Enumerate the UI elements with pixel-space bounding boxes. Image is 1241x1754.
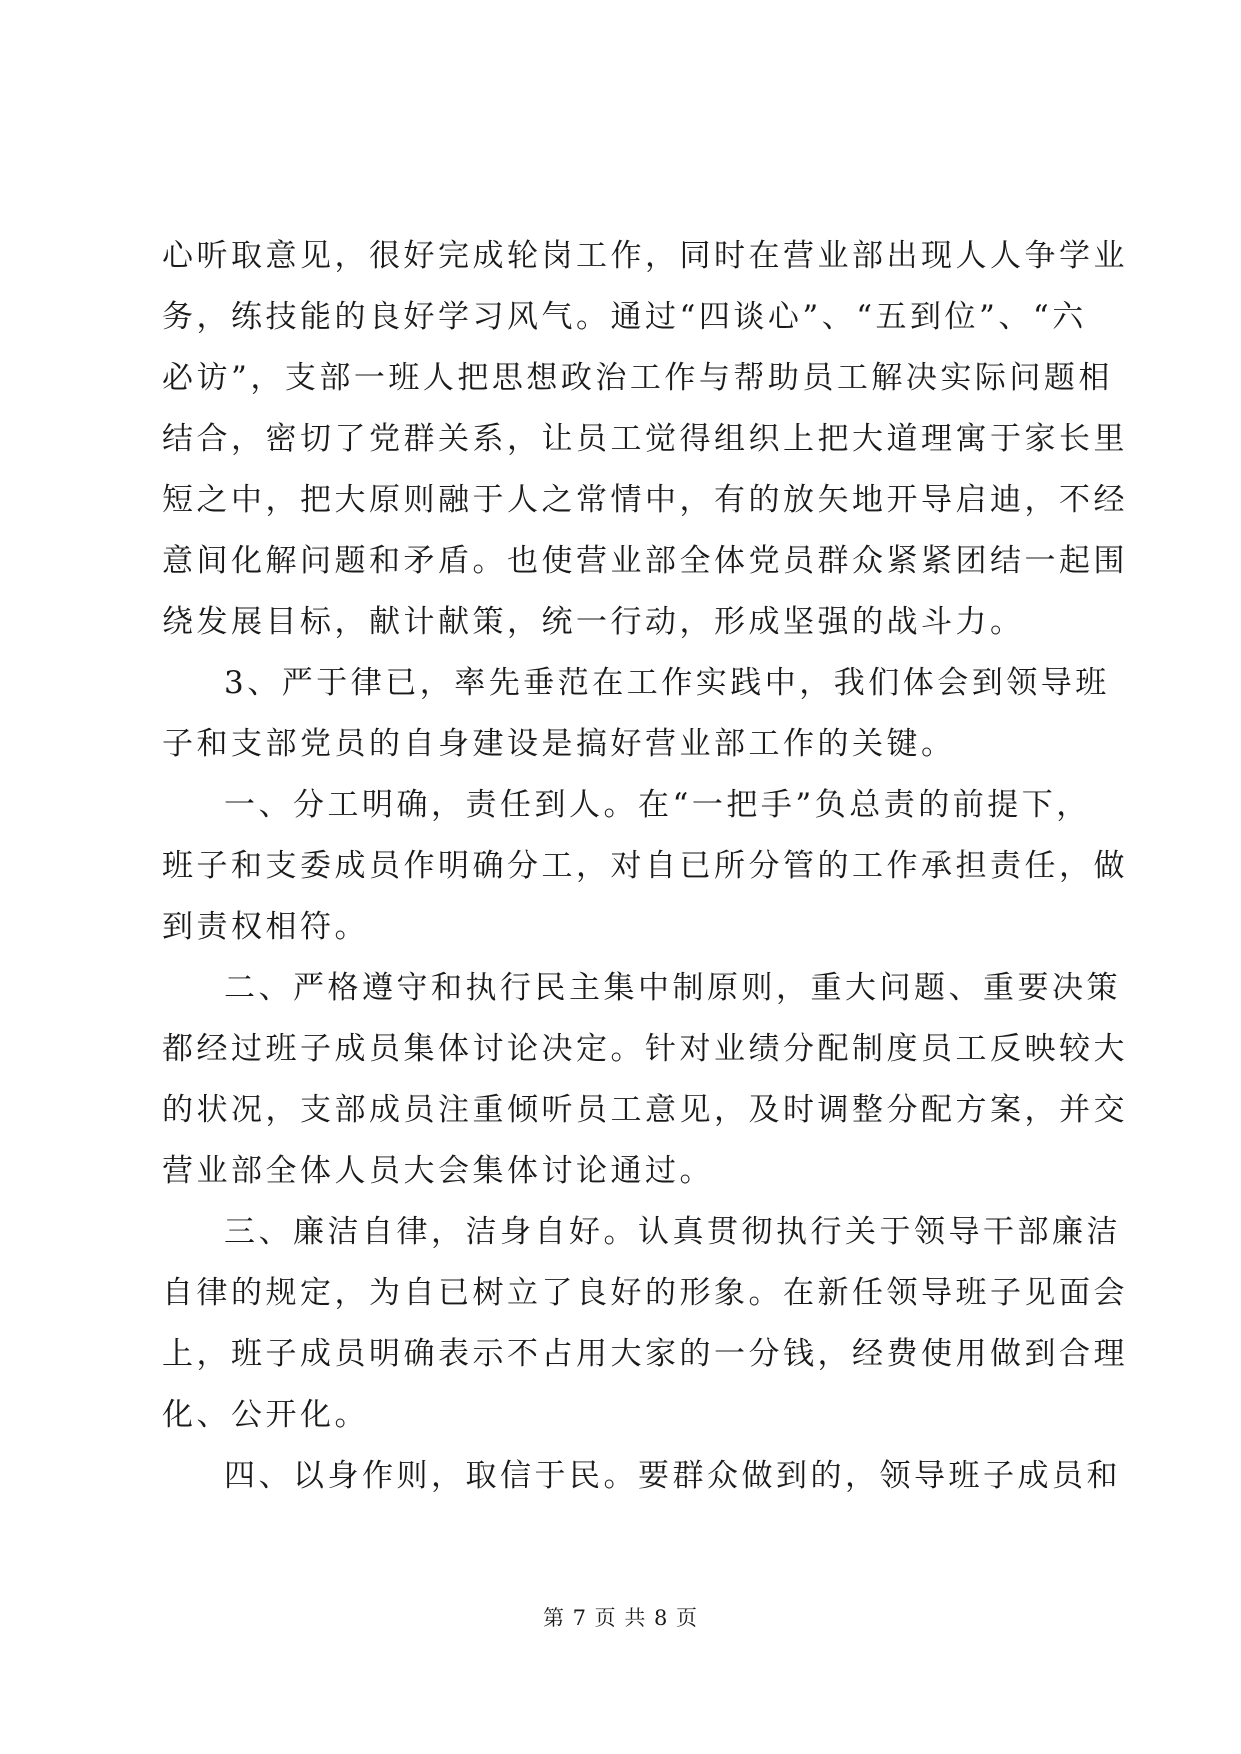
text-line: 化、公开化。 (162, 1397, 369, 1433)
paragraph-start-line: 三、廉洁自律，洁身自好。认真贯彻执行关于领导干部廉洁 (224, 1214, 1121, 1250)
document-body (162, 226, 1128, 1507)
text-line: 绕发展目标，献计献策，统一行动，形成坚强的战斗力。 (162, 604, 1025, 640)
page-number-footer: 第 7 页 共 8 页 (542, 1606, 699, 1630)
text-line: 子和支部党员的自身建设是搞好营业部工作的关键。 (162, 726, 956, 762)
paragraph-start-line: 3、严于律已，率先垂范在工作实践中，我们体会到领导班 (224, 665, 1110, 701)
paragraph-start-line: 四、以身作则，取信于民。要群众做到的，领导班子成员和 (224, 1458, 1121, 1494)
text-line: 自律的规定，为自已树立了良好的形象。在新任领导班子见面会 (162, 1275, 1128, 1311)
text-line: 结合，密切了党群关系，让员工觉得组织上把大道理寓于家长里 (162, 421, 1128, 457)
text-line: 营业部全体人员大会集体讨论通过。 (162, 1153, 714, 1189)
text-line: 班子和支委成员作明确分工，对自已所分管的工作承担责任，做 (162, 848, 1128, 884)
text-line: 意间化解问题和矛盾。也使营业部全体党员群众紧紧团结一起围 (162, 543, 1128, 579)
paragraph-start-line: 二、严格遵守和执行民主集中制原则，重大问题、重要决策 (224, 970, 1121, 1006)
text-line: 都经过班子成员集体讨论决定。针对业绩分配制度员工反映较大 (162, 1031, 1128, 1067)
text-line: 短之中，把大原则融于人之常情中，有的放矢地开导启迪，不经 (162, 482, 1128, 518)
text-line: 的状况，支部成员注重倾听员工意见，及时调整分配方案，并交 (162, 1092, 1128, 1128)
paragraph-start-line: 一、分工明确，责任到人。在“一把手”负总责的前提下， (224, 787, 1091, 823)
text-line: 心听取意见，很好完成轮岗工作，同时在营业部出现人人争学业 (162, 238, 1128, 274)
text-line: 上，班子成员明确表示不占用大家的一分钱，经费使用做到合理 (162, 1336, 1128, 1372)
text-line: 到责权相符。 (162, 909, 369, 945)
text-line: 务，练技能的良好学习风气。通过“四谈心”、“五到位”、“六 (162, 299, 1087, 335)
text-line: 必访”，支部一班人把思想政治工作与帮助员工解决实际问题相 (162, 360, 1113, 396)
